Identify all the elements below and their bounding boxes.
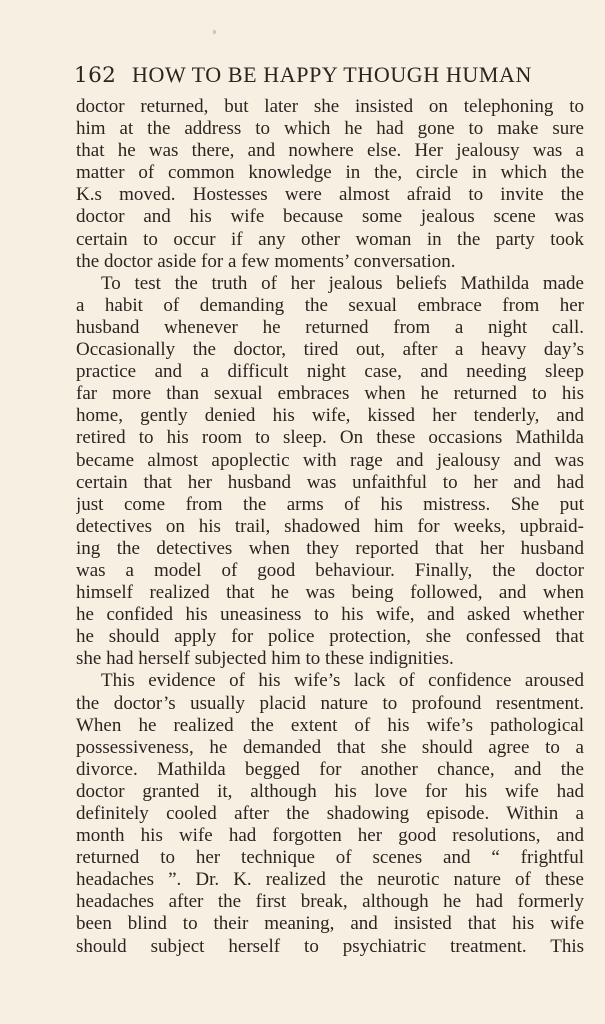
paper-speck bbox=[213, 30, 216, 34]
text-line: that he was there, and nowhere else. Her jealousy was a bbox=[76, 140, 584, 162]
text-line: returned to her technique of scenes and “ frightful bbox=[76, 847, 584, 869]
text-line: was a model of good behaviour. Finally, the doctor bbox=[76, 559, 584, 581]
text-line: home, gently denied his wife, kissed her tenderly, and bbox=[76, 405, 584, 427]
text-line: the doctor aside for a few moments’ conversation. bbox=[76, 250, 456, 272]
text-line: husband whenever he returned from a night call. bbox=[76, 316, 584, 338]
text-line: doctor returned, but later she insisted on telephoning to bbox=[76, 96, 584, 117]
text-line: doctor granted it, although his love for his wife had bbox=[76, 780, 584, 802]
body-text bbox=[76, 96, 584, 958]
text-line: retired to his room to sleep. On these occasions Mathilda bbox=[76, 427, 584, 449]
text-line: certain to occur if any other woman in the party took bbox=[76, 228, 584, 250]
running-title: HOW TO BE HAPPY THOUGH HUMAN bbox=[132, 62, 532, 87]
text-line: This evidence of his wife’s lack of confidence aroused bbox=[101, 670, 584, 692]
text-line: doctor and his wife because some jealous scene was bbox=[76, 206, 584, 228]
text-line: headaches after the first break, although he had formerly bbox=[76, 891, 584, 913]
text-line: practice and a difficult night case, and needing sleep bbox=[76, 361, 584, 383]
text-line: should subject herself to psychiatric treatment. This bbox=[76, 935, 584, 957]
text-line: he should apply for police protection, she confessed that bbox=[76, 626, 584, 648]
text-line: ing the detectives when they reported that her husband bbox=[76, 537, 584, 559]
text-line: K.s moved. Hostesses were almost afraid to invite the bbox=[76, 184, 584, 206]
text-line: far more than sexual embraces when he returned to his bbox=[76, 383, 584, 405]
text-line: month his wife had forgotten her good resolutions, and bbox=[76, 825, 584, 847]
text-line: just come from the arms of his mistress. She put bbox=[76, 493, 584, 515]
text-line: became almost apoplectic with rage and jealousy and was bbox=[76, 449, 584, 471]
text-line: a habit of demanding the sexual embrace from her bbox=[76, 294, 584, 316]
text-line: headaches ”. Dr. K. realized the neurotic nature of these bbox=[76, 869, 584, 891]
text-line: detectives on his trail, shadowed him for weeks, upbraid- bbox=[76, 515, 584, 537]
text-line: himself realized that he was being followed, and when bbox=[76, 582, 584, 604]
text-line: divorce. Mathilda begged for another chance, and the bbox=[76, 758, 584, 780]
text-line: matter of common knowledge in the, circle in which the bbox=[76, 162, 584, 184]
text-line: been blind to their meaning, and insisted that his wife bbox=[76, 913, 584, 935]
text-line: certain that her husband was unfaithful to her and had bbox=[76, 471, 584, 493]
text-line: When he realized the extent of his wife’s pathological bbox=[76, 714, 584, 736]
text-line: him at the address to which he had gone to make sure bbox=[76, 118, 584, 140]
running-header bbox=[74, 62, 584, 88]
text-line: Occasionally the doctor, tired out, after a heavy day’s bbox=[76, 339, 584, 361]
text-line: definitely cooled after the shadowing episode. Within a bbox=[76, 803, 584, 824]
text-line: To test the truth of her jealous beliefs Mathilda made bbox=[101, 272, 584, 294]
text-line: he confided his uneasiness to his wife, and asked whether bbox=[76, 604, 584, 626]
text-line: possessiveness, he demanded that she should agree to a bbox=[76, 736, 584, 758]
text-line: the doctor’s usually placid nature to profound resentment. bbox=[76, 692, 584, 714]
page-number: 162 bbox=[74, 63, 117, 88]
text-line: she had herself subjected him to these indignities. bbox=[76, 648, 454, 670]
